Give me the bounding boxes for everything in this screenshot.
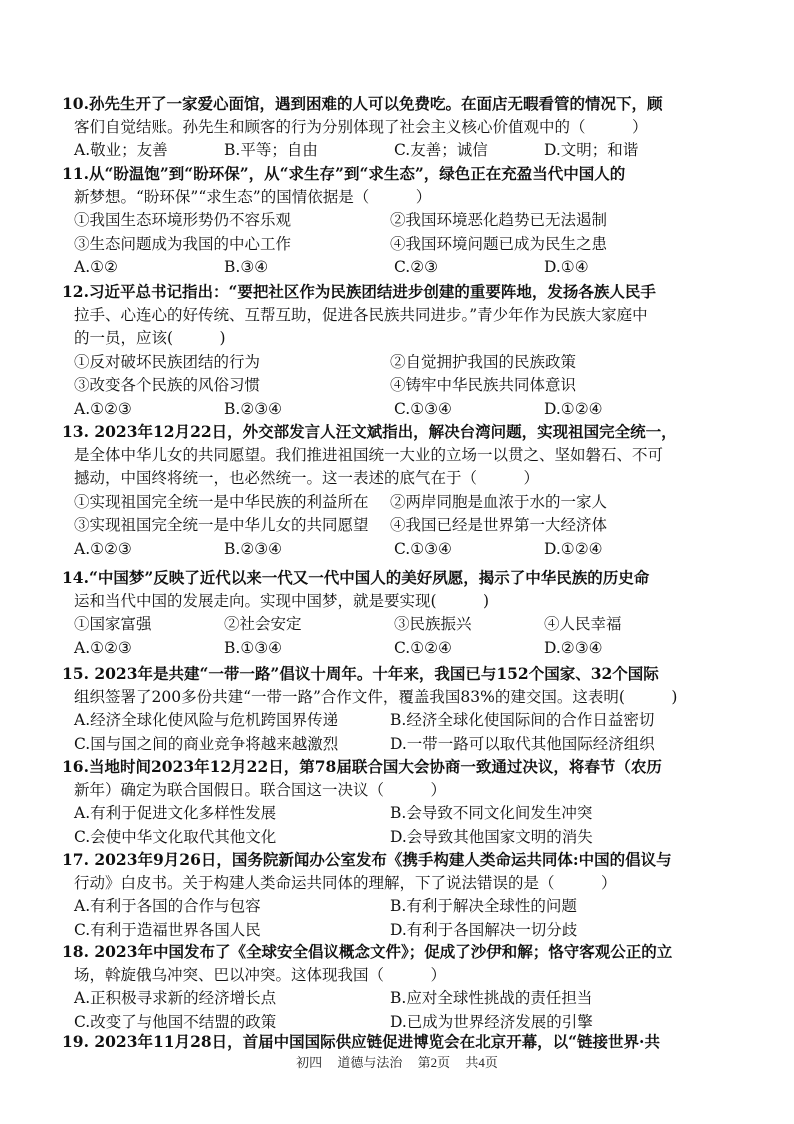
options-row: [62, 919, 738, 943]
option: A.经济全球化使风险与危机跨国界传递: [74, 711, 339, 729]
question-13: [62, 420, 738, 561]
question-stem-line: 10.孙先生开了一家爱心面馆，遇到困难的人可以免费吃。在面店无暇看管的情况下，顾: [62, 94, 663, 113]
options-row: [62, 491, 738, 515]
option: C.改变了与他国不结盟的政策: [74, 1012, 277, 1031]
options-row: [62, 374, 738, 398]
option: ①我国生态环境形势仍不容乐观: [74, 211, 292, 229]
option: ①反对破坏民族团结的行为: [74, 352, 261, 371]
option: C.①②④: [394, 638, 452, 657]
page-footer: [0, 1052, 794, 1071]
option: A.正积极寻求新的经济增长点: [74, 989, 277, 1007]
option: ④铸牢中华民族共同体意识: [390, 376, 577, 394]
options-row: [62, 895, 738, 919]
question-11: [62, 162, 738, 280]
question-stem-line: 组织签署了200多份共建“一带一路”合作文件，覆盖我国83%的建交国。这表明( ): [74, 687, 678, 706]
question-14: [62, 566, 738, 660]
options-row: [62, 351, 738, 375]
option: D.已成为世界经济发展的引擎: [390, 1012, 593, 1031]
question-stem-line: 13. 2023年12月22日，外交部发言人汪文斌指出，解决台湾问题，实现祖国完全统一，: [62, 422, 677, 441]
options-row: [62, 637, 738, 661]
options-row: [62, 613, 738, 637]
question-stem-line: 18. 2023年中国发布了《全球安全倡议概念文件》；促成了沙伊和解；恪守客观公正的立: [62, 942, 673, 961]
options-row: [62, 398, 738, 422]
question-15: [62, 662, 738, 756]
question-stem-line: 12.习近平总书记指出：“要把社区作为民族团结进步创建的重要阵地，发扬各族人民手: [62, 282, 656, 301]
question-stem-line: 的一员，应该( ): [74, 329, 226, 347]
question-stem-line: 是全体中华儿女的共同愿望。我们推进祖国统一大业的立场一以贯之、坚如磐石、不可: [74, 445, 664, 464]
question-stem-line: 客们自觉结账。孙先生和顾客的行为分别体现了社会主义核心价值观中的（ ）: [74, 117, 648, 136]
option: D.①②④: [544, 399, 603, 418]
option: C.有利于造福世界各国人民: [74, 920, 261, 939]
option: C.友善；诚信: [394, 141, 488, 159]
option: ③生态问题成为我国的中心工作: [74, 234, 292, 253]
option: ④我国环境问题已成为民生之患: [390, 234, 608, 253]
footer-grade: 初四: [296, 1055, 323, 1070]
option: C.②③: [394, 258, 439, 276]
question-stem-line: 新梦想。“盼环保”“求生态”的国情依据是（ ）: [74, 187, 432, 206]
options-row: [62, 538, 738, 562]
option: A.敬业；友善: [74, 141, 168, 159]
options-row: [62, 256, 738, 280]
option: A.有利于各国的合作与包容: [74, 897, 261, 915]
options-row: [62, 709, 738, 733]
options-row: [62, 139, 738, 163]
option: B.会导致不同文化间发生冲突: [390, 804, 593, 822]
option: B.平等；自由: [224, 141, 318, 159]
question-stem-line: 场，斡旋俄乌冲突、巴以冲突。这体现我国（ ）: [74, 965, 447, 984]
option: A.①②③: [74, 399, 132, 418]
question-12: [62, 280, 738, 421]
option: D.有利于各国解决一切分歧: [390, 920, 578, 939]
option: B.经济全球化使国际间的合作日益密切: [390, 711, 655, 729]
option: ②社会安定: [224, 615, 302, 633]
options-row: [62, 826, 738, 850]
question-19: [62, 1030, 738, 1054]
option: D.会导致其他国家文明的消失: [390, 827, 593, 846]
option: B.①③④: [224, 638, 283, 657]
options-row: [62, 733, 738, 757]
option: A.①②: [74, 258, 118, 276]
option: C.①③④: [394, 539, 452, 558]
options-row: [62, 802, 738, 826]
option: D.②③④: [544, 638, 603, 657]
option: A.①②③: [74, 638, 132, 657]
question-stem-line: 17. 2023年9月26日，国务院新闻办公室发布《携手构建人类命运共同体:中国的倡议与: [62, 850, 672, 869]
option: ③改变各个民族的风俗习惯: [74, 376, 261, 394]
option: D.一带一路可以取代其他国际经济组织: [390, 734, 655, 753]
question-stem-line: 新年）确定为联合国假日。联合国这一决议（ ）: [74, 780, 447, 799]
option: B.应对全球性挑战的责任担当: [390, 989, 593, 1007]
option: C.会使中华文化取代其他文化: [74, 827, 277, 846]
question-stem-line: 16.当地时间2023年12月22日，第78届联合国大会协商一致通过决议，将春节（农历: [62, 757, 662, 776]
question-stem-line: 15. 2023年是共建“一带一路”倡议十周年。十年来，我国已与152个国家、32个国际: [62, 664, 659, 683]
option: A.①②③: [74, 539, 132, 558]
options-row: [62, 233, 738, 257]
question-stem-line: 14.“中国梦”反映了近代以来一代又一代中国人的美好夙愿，揭示了中华民族的历史命: [62, 568, 650, 587]
option: ③民族振兴: [394, 615, 472, 633]
question-18: [62, 940, 738, 1034]
footer-page: 第2页: [417, 1055, 451, 1070]
option: ①实现祖国完全统一是中华民族的利益所在: [74, 492, 369, 511]
option: B.③④: [224, 258, 269, 276]
option: ④我国已经是世界第一大经济体: [390, 516, 608, 534]
question-stem-line: 11.从“盼温饱”到“盼环保”，从“求生存”到“求生态”，绿色正在充盈当代中国人的: [62, 164, 626, 183]
option: D.①④: [544, 258, 589, 276]
question-stem-line: 拉手、心连心的好传统、互帮互助，促进各民族共同进步。”青少年作为民族大家庭中: [74, 305, 648, 324]
option: B.有利于解决全球性的问题: [390, 897, 577, 915]
question-10: [62, 92, 738, 163]
option: ③实现祖国完全统一是中华儿女的共同愿望: [74, 516, 369, 534]
option: C.国与国之间的商业竞争将越来越激烈: [74, 734, 339, 753]
option: ②两岸同胞是血浓于水的一家人: [390, 492, 608, 511]
option: B.②③④: [224, 399, 283, 418]
question-stem-line: 撼动，中国终将统一，也必然统一。这一表述的底气在于（ ）: [74, 469, 540, 487]
footer-total: 共4页: [465, 1055, 498, 1070]
option: B.②③④: [224, 539, 283, 558]
question-stem-line: 行动》白皮书。关于构建人类命运共同体的理解，下了说法错误的是（ ）: [74, 873, 617, 892]
question-16: [62, 755, 738, 849]
question-stem-line: 19. 2023年11月28日，首届中国国际供应链促进博览会在北京开幕，以“链接世界·共: [62, 1032, 660, 1051]
question-stem-line: 运和当代中国的发展走向。实现中国梦，就是要实现( ): [74, 591, 490, 610]
options-row: [62, 514, 738, 538]
options-row: [62, 987, 738, 1011]
option: ①国家富强: [74, 615, 152, 633]
option: D.①②④: [544, 539, 603, 558]
question-17: [62, 848, 738, 942]
options-row: [62, 209, 738, 233]
option: C.①③④: [394, 399, 452, 418]
option: ④人民幸福: [544, 615, 622, 633]
option: ②我国环境恶化趋势已无法遏制: [390, 211, 608, 229]
option: D.文明；和谐: [544, 141, 639, 159]
option: ②自觉拥护我国的民族政策: [390, 352, 577, 371]
option: A.有利于促进文化多样性发展: [74, 804, 277, 822]
footer-subject: 道德与法治: [337, 1055, 403, 1070]
